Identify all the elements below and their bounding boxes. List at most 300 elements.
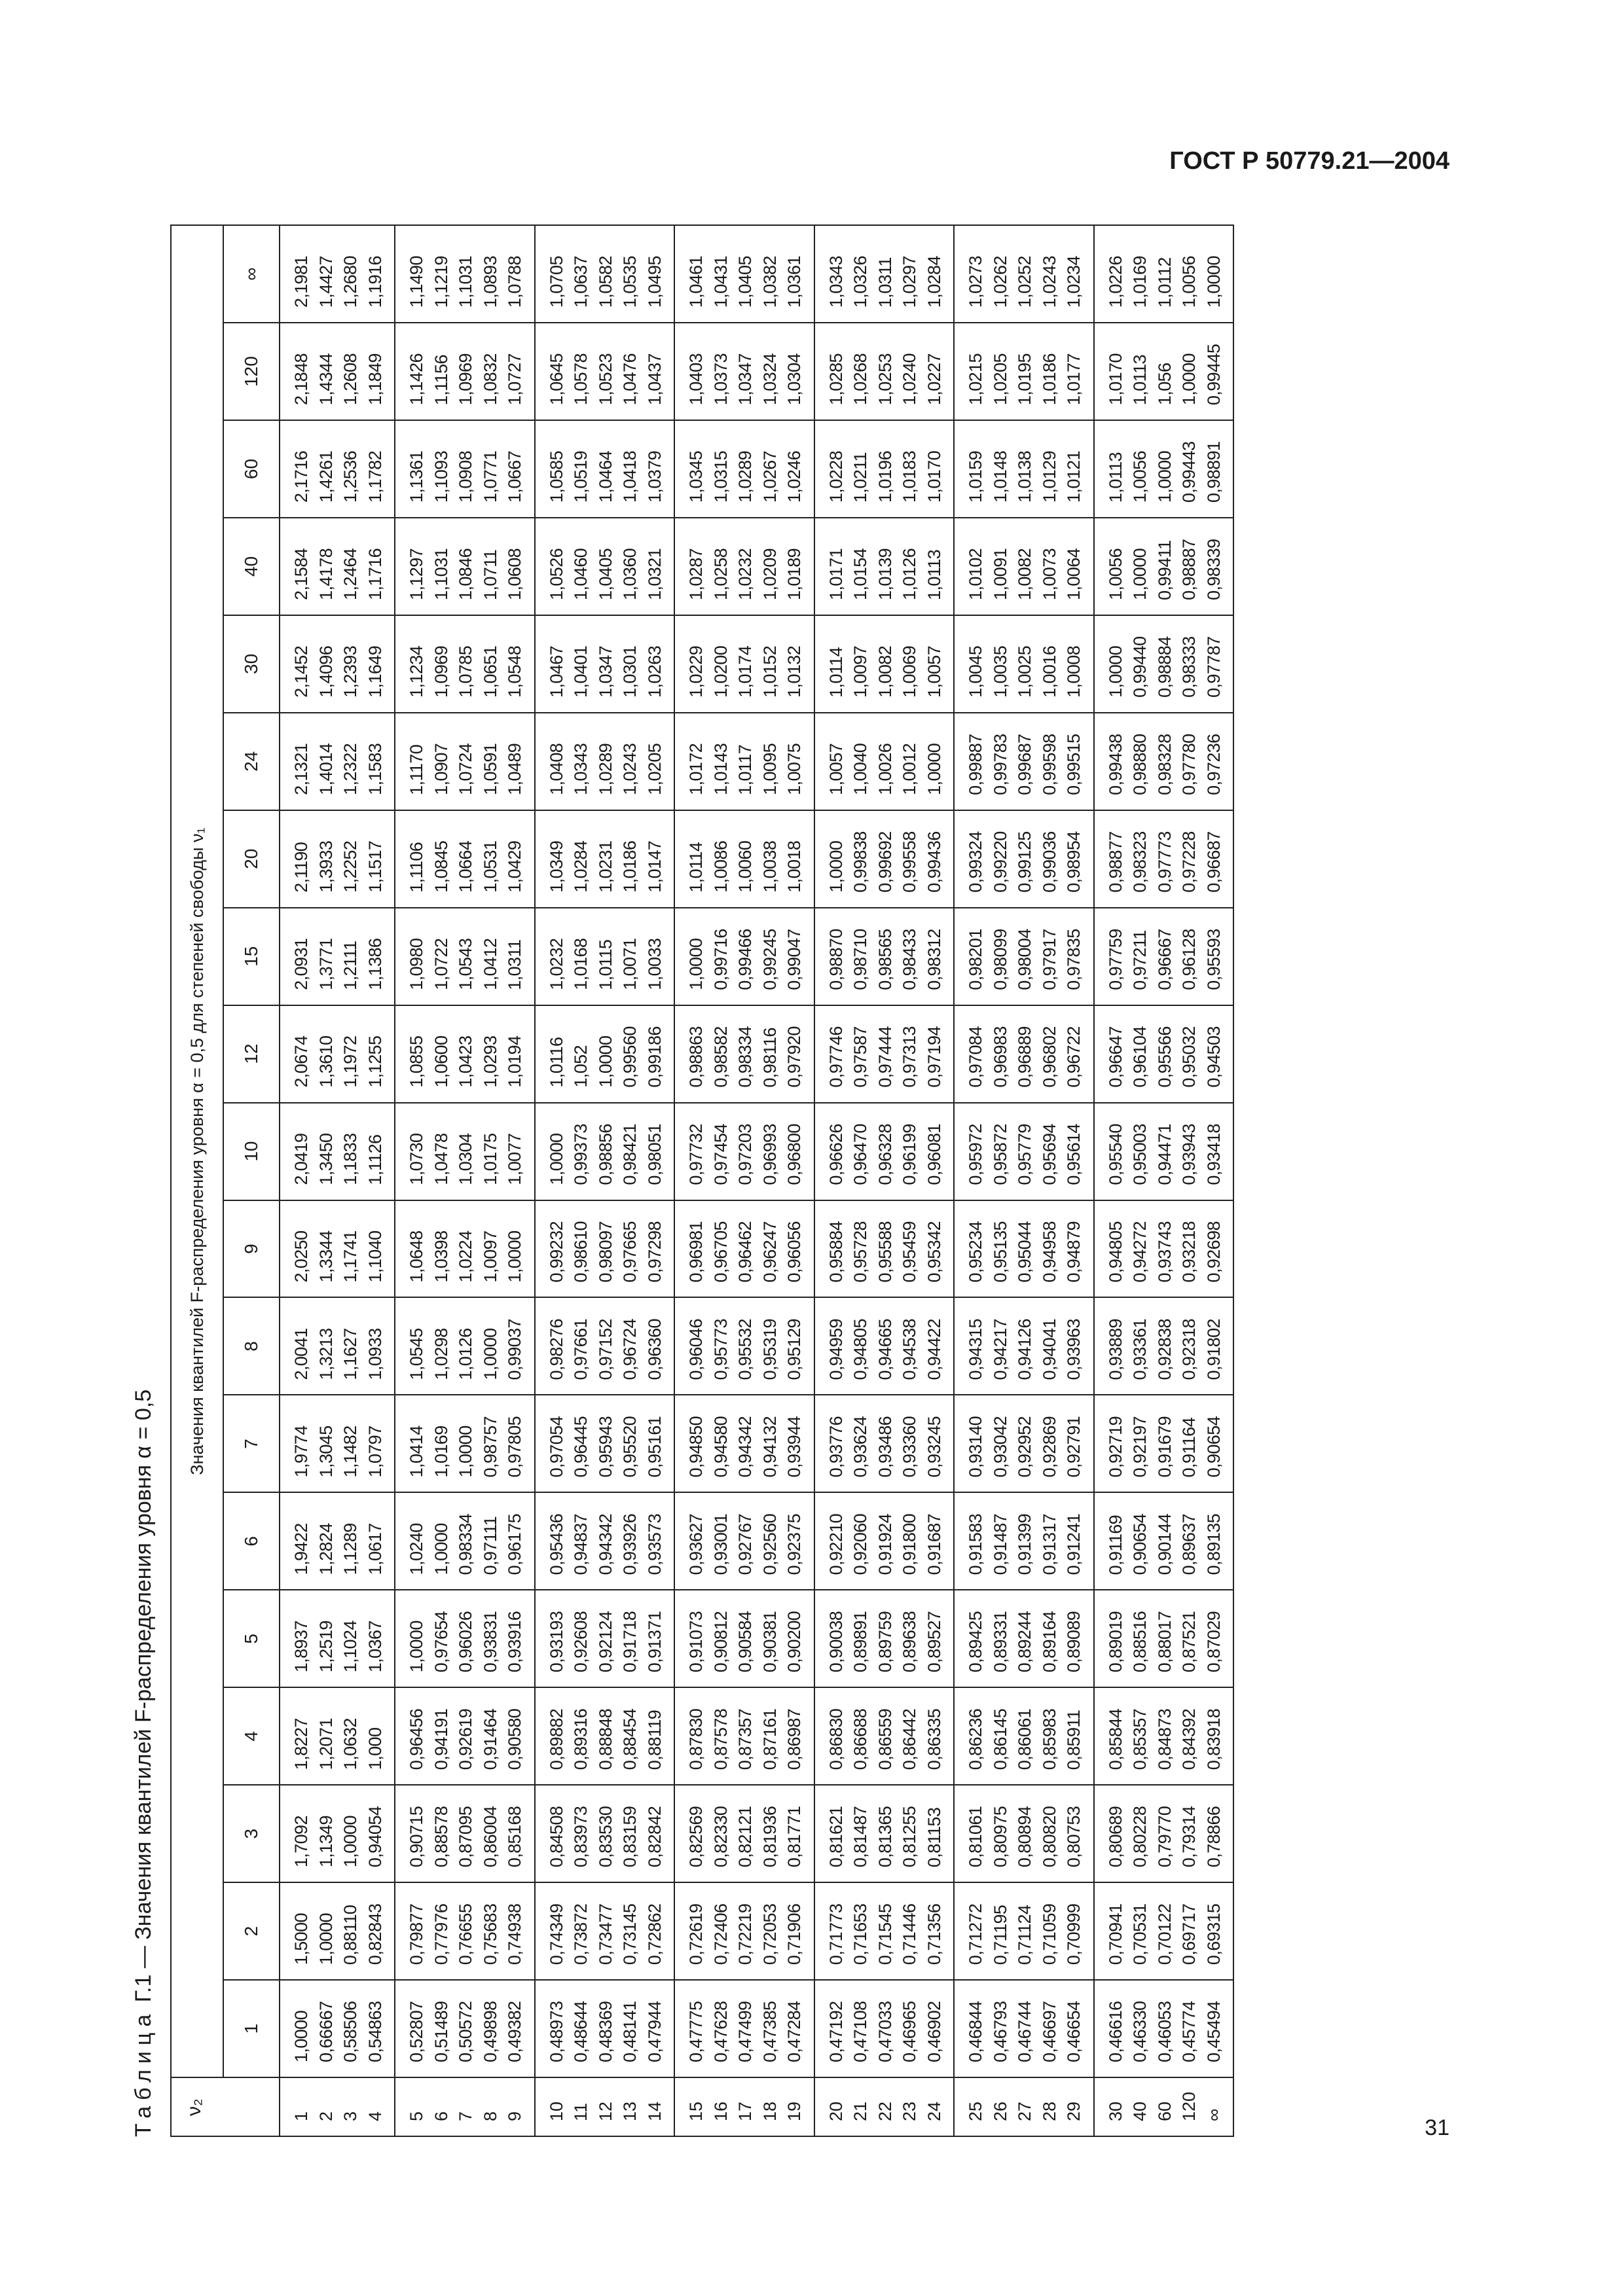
quantile-value: 0,94272	[1130, 1221, 1150, 1283]
quantile-cell	[535, 323, 675, 420]
quantile-cell	[1094, 1687, 1234, 1785]
quantile-value: 0,94879	[1064, 1221, 1084, 1283]
quantile-value: 1,1170	[407, 744, 426, 795]
quantile-value: 0,92060	[850, 1513, 870, 1575]
quantile-value: 0,92952	[1015, 1416, 1034, 1478]
quantile-value: 1,3213	[316, 1328, 336, 1380]
quantile-value: 1,0139	[875, 548, 895, 600]
quantile-value: 1,0000	[291, 2011, 311, 2062]
v2-value: 26	[990, 2101, 1010, 2121]
quantile-value: 0,97444	[875, 1026, 895, 1088]
quantile-value: 0,97773	[1154, 831, 1175, 893]
quantile-cell	[535, 810, 675, 908]
quantile-value: 1,0186	[620, 840, 640, 893]
quantile-value: 2,1716	[291, 451, 311, 503]
quantile-value: 1,0908	[456, 451, 475, 503]
quantile-value: 1,0664	[456, 840, 475, 893]
quantile-value: 0,85844	[1105, 1708, 1125, 1770]
quantile-value: 1,0000	[924, 743, 944, 795]
v2-cell	[280, 2077, 395, 2136]
quantile-value: 1,0200	[710, 645, 731, 698]
quantile-value: 0,98116	[759, 1028, 780, 1088]
quantile-value: 0,99037	[505, 1319, 524, 1380]
quantile-value: 0,46616	[1105, 2001, 1125, 2062]
quantile-value: 1,5000	[291, 1913, 311, 1965]
table-caption-prefix: Таблица	[131, 2008, 156, 2137]
quantile-value: 1,0423	[456, 1035, 475, 1088]
quantile-value: 0,82842	[644, 1806, 665, 1868]
quantile-value: 0,87161	[759, 1708, 780, 1770]
quantile-value: 2,0931	[291, 938, 311, 990]
quantile-value: 0,96724	[620, 1319, 640, 1380]
v2-value: 60	[1154, 2101, 1175, 2121]
quantile-cell	[280, 908, 395, 1005]
quantile-value: 1,0855	[407, 1035, 426, 1088]
quantile-value: 1,0284	[571, 840, 591, 893]
quantile-value: 1,0138	[1015, 451, 1034, 503]
quantile-value: 1,0460	[571, 548, 591, 600]
quantile-value: 1,1517	[365, 840, 385, 893]
quantile-value: 0,96056	[784, 1221, 804, 1283]
quantile-value: 2,1848	[291, 353, 311, 406]
quantile-value: 0,49898	[480, 2001, 500, 2062]
quantile-value: 0,79770	[1154, 1806, 1175, 1868]
quantile-value: 1,0056	[1130, 451, 1150, 503]
quantile-value: 1,0000	[316, 1913, 336, 1965]
quantile-value: 0,81771	[784, 1806, 804, 1868]
quantile-cell	[535, 518, 675, 615]
quantile-value: 0,92619	[456, 1708, 475, 1770]
quantile-value: 0,47499	[735, 2001, 755, 2062]
quantile-value: 1,0252	[1015, 256, 1034, 308]
quantile-value: 1,0289	[595, 743, 615, 795]
quantile-value: 1,0057	[924, 645, 944, 698]
v2-value: 9	[505, 2111, 524, 2121]
quantile-value: 1,000	[365, 1727, 385, 1770]
quantile-value: 1,0186	[1039, 353, 1059, 406]
quantile-value: 0,96081	[924, 1124, 944, 1185]
quantile-cell	[395, 810, 535, 908]
quantile-value: 1,0082	[875, 645, 895, 698]
quantile-value: 0,96981	[686, 1221, 706, 1283]
quantile-value: 1,0401	[571, 645, 591, 698]
quantile-cell	[674, 713, 814, 810]
quantile-value: 0,94958	[1039, 1221, 1059, 1283]
quantile-cell	[954, 1298, 1094, 1395]
quantile-value: 0,83918	[1203, 1708, 1224, 1770]
quantile-value: 1,0097	[480, 1230, 500, 1283]
table-row-block	[280, 225, 395, 2136]
quantile-value: 0,86004	[480, 1806, 500, 1868]
quantile-value: 0,97236	[1203, 734, 1224, 795]
quantile-value: 0,94959	[826, 1319, 846, 1380]
quantile-value: 1,0969	[431, 645, 451, 698]
quantile-value: 1,4344	[316, 353, 336, 406]
v2-value: 24	[924, 2101, 944, 2121]
quantile-value: 0,87830	[686, 1708, 706, 1770]
quantile-value: 0,91583	[966, 1513, 985, 1575]
v2-value: 40	[1130, 2101, 1150, 2121]
quantile-value: 0,93776	[826, 1416, 846, 1478]
page-number: 31	[1425, 2115, 1450, 2140]
quantile-value: 1,2071	[316, 1718, 336, 1770]
v2-cell	[535, 2077, 675, 2136]
quantile-value: 0,96328	[875, 1124, 895, 1185]
quantile-cell	[674, 908, 814, 1005]
quantile-cell	[535, 1005, 675, 1103]
quantile-value: 1,0431	[710, 256, 731, 308]
quantile-value: 1,1349	[316, 1816, 336, 1868]
quantile-value: 1,0154	[850, 548, 870, 600]
column-header-v1: 9	[223, 1200, 280, 1298]
quantile-value: 0,96993	[759, 1124, 780, 1185]
quantile-value: 0,98097	[595, 1221, 615, 1283]
quantile-value: 1,0195	[1015, 353, 1034, 406]
quantile-value: 1,0578	[571, 353, 591, 406]
quantile-value: 0,90654	[1203, 1416, 1224, 1478]
quantile-value: 0,94471	[1154, 1124, 1175, 1185]
quantile-value: 1,0591	[480, 743, 500, 795]
quantile-value: 0,97084	[966, 1026, 985, 1088]
quantile-value: 1,0523	[595, 353, 615, 406]
quantile-value: 1,0071	[620, 938, 640, 990]
quantile-value: 1,0194	[505, 1035, 524, 1088]
quantile-value: 0,97211	[1130, 930, 1150, 990]
quantile-value: 0,92767	[735, 1513, 755, 1575]
quantile-value: 0,89891	[850, 1611, 870, 1673]
quantile-value: 1,0008	[1064, 645, 1084, 698]
quantile-value: 0,93001	[710, 1513, 731, 1575]
quantile-value: 0,95694	[1039, 1124, 1059, 1185]
quantile-value: 0,90812	[710, 1611, 731, 1673]
quantile-value: 1,0727	[505, 353, 524, 406]
quantile-cell	[674, 1298, 814, 1395]
quantile-value: 0,98328	[1154, 734, 1175, 795]
quantile-value: 1,1386	[365, 938, 385, 990]
quantile-value: 1,0113	[1130, 355, 1150, 406]
quantile-cell	[535, 1980, 675, 2077]
v2-value: 1	[291, 2111, 311, 2121]
quantile-value: 1,0345	[686, 451, 706, 503]
quantile-value: 1,0311	[875, 257, 895, 308]
quantile-value: 1,0000	[407, 1621, 426, 1673]
quantile-value: 1,0262	[990, 256, 1010, 308]
quantile-value: 0,93360	[900, 1416, 919, 1478]
quantile-value: 0,96705	[710, 1221, 731, 1283]
quantile-value: 0,69315	[1203, 1903, 1224, 1965]
quantile-value: 0,96247	[759, 1221, 780, 1283]
column-header-v1: 6	[223, 1492, 280, 1590]
quantile-cell	[280, 1687, 395, 1785]
quantile-value: 1,1289	[340, 1523, 360, 1575]
quantile-cell	[1094, 1395, 1234, 1492]
quantile-value: 0,46902	[924, 2001, 944, 2062]
quantile-value: 1,0116	[546, 1037, 566, 1088]
quantile-value: 0,95728	[850, 1221, 870, 1283]
quantile-value: 1,1093	[431, 451, 451, 503]
quantile-cell	[674, 1687, 814, 1785]
v2-value: 12	[595, 2101, 615, 2121]
column-header-v1: 8	[223, 1298, 280, 1395]
quantile-value: 1,0086	[710, 840, 731, 893]
quantile-value: 1,0478	[431, 1133, 451, 1185]
quantile-value: 1,0268	[850, 353, 870, 406]
quantile-value: 1,0287	[686, 548, 706, 600]
quantile-cell	[535, 420, 675, 518]
quantile-value: 1,0412	[480, 938, 500, 990]
quantile-value: 0,91073	[686, 1611, 706, 1673]
quantile-cell	[954, 908, 1094, 1005]
quantile-value: 1,0126	[900, 548, 919, 600]
quantile-value: 0,89244	[1015, 1611, 1034, 1673]
quantile-value: 0,47192	[826, 2001, 846, 2062]
quantile-value: 0,99443	[1179, 441, 1199, 503]
quantile-value: 0,96456	[407, 1708, 426, 1770]
quantile-value: 1,0082	[1015, 548, 1034, 600]
quantile-value: 0,81365	[875, 1806, 895, 1868]
quantile-value: 0,81487	[850, 1806, 870, 1868]
v2-value: 3	[340, 2111, 360, 2121]
quantile-value: 0,95773	[710, 1319, 731, 1380]
quantile-value: 0,99125	[1015, 831, 1034, 893]
quantile-value: 0,47385	[759, 2001, 780, 2062]
table-body	[280, 225, 1233, 2136]
quantile-value: 1,0326	[850, 256, 870, 308]
quantile-value: 1,0231	[595, 840, 615, 893]
quantile-value: 0,95161	[644, 1416, 665, 1478]
quantile-value: 1,0489	[505, 743, 524, 795]
quantile-value: 1,0467	[546, 645, 566, 698]
table-row-block	[395, 225, 535, 2136]
quantile-cell	[395, 1785, 535, 1882]
rotated-table-area	[105, 226, 1401, 2137]
quantile-cell	[1094, 615, 1234, 713]
quantile-value: 1,0000	[431, 1523, 451, 1575]
quantile-value: 1,3610	[316, 1035, 336, 1088]
quantile-value: 0,88454	[620, 1708, 640, 1770]
quantile-value: 0,47775	[686, 2001, 706, 2062]
quantile-value: 2,1981	[291, 256, 311, 308]
v2-value: 17	[735, 2101, 755, 2121]
quantile-cell	[674, 1492, 814, 1590]
quantile-value: 0,98312	[924, 929, 944, 990]
quantile-value: 0,73477	[595, 1903, 615, 1965]
table-row-block	[1094, 225, 1234, 2136]
quantile-value: 1,0535	[620, 256, 640, 308]
quantile-value: 1,0040	[850, 743, 870, 795]
quantile-value: 0,92560	[759, 1513, 780, 1575]
quantile-value: 0,71272	[966, 1903, 985, 1965]
quantile-cell	[395, 1103, 535, 1200]
quantile-value: 2,0041	[291, 1328, 311, 1380]
quantile-value: 0,70122	[1154, 1903, 1175, 1965]
quantile-value: 1,0132	[784, 645, 804, 698]
quantile-cell	[674, 1200, 814, 1298]
quantile-value: 1,0189	[784, 548, 804, 600]
quantile-value: 0,76655	[456, 1903, 475, 1965]
column-header-v1: 1	[223, 1980, 280, 2077]
quantile-cell	[1094, 1492, 1234, 1590]
quantile-value: 1,0000	[1130, 548, 1150, 600]
quantile-cell	[814, 1103, 955, 1200]
quantile-value: 0,96983	[990, 1026, 1010, 1088]
quantile-value: 0,82330	[710, 1806, 731, 1868]
quantile-value: 1,4427	[316, 256, 336, 308]
quantile-value: 1,0117	[735, 744, 755, 795]
quantile-value: 2,1321	[291, 743, 311, 795]
quantile-value: 0,71446	[900, 1903, 919, 1965]
quantile-cell	[814, 1395, 955, 1492]
quantile-value: 1,0045	[966, 645, 985, 698]
quantile-cell	[814, 713, 955, 810]
quantile-cell	[280, 810, 395, 908]
quantile-value: 0,85168	[505, 1806, 524, 1868]
quantile-value: 0,87095	[456, 1806, 475, 1868]
quantile-value: 0,46744	[1015, 2001, 1034, 2062]
quantile-cell	[954, 1590, 1094, 1687]
quantile-cell	[280, 1785, 395, 1882]
quantile-value: 1,0267	[759, 451, 780, 503]
quantile-value: 0,93943	[1179, 1124, 1199, 1185]
quantile-value: 0,47108	[850, 2001, 870, 2062]
quantile-value: 1,0360	[620, 548, 640, 600]
quantile-cell	[814, 908, 955, 1005]
quantile-value: 0,96889	[1015, 1026, 1034, 1088]
quantile-value: 1,0168	[571, 938, 591, 990]
quantile-value: 0,98877	[1105, 831, 1125, 893]
quantile-cell	[1094, 1882, 1234, 1980]
quantile-value: 1,1482	[340, 1426, 360, 1478]
quantile-cell	[280, 713, 395, 810]
quantile-value: 1,0113	[1105, 452, 1125, 503]
quantile-value: 0,97454	[710, 1124, 731, 1185]
quantile-value: 0,99373	[571, 1124, 591, 1185]
quantile-value: 0,46053	[1154, 2001, 1175, 2062]
quantile-value: 0,96360	[644, 1319, 665, 1380]
quantile-value: 0,99783	[990, 734, 1010, 795]
quantile-value: 1,0060	[735, 840, 755, 893]
quantile-value: 1,0379	[644, 451, 665, 503]
quantile-cell	[674, 225, 814, 323]
quantile-value: 1,0000	[505, 1230, 524, 1283]
quantile-value: 0,71545	[875, 1903, 895, 1965]
quantile-cell	[280, 1590, 395, 1687]
quantile-cell	[1094, 1785, 1234, 1882]
quantile-value: 0,82569	[686, 1806, 706, 1868]
quantile-cell	[1094, 420, 1234, 518]
quantile-value: 0,82121	[735, 1806, 755, 1868]
quantile-value: 0,98870	[826, 929, 846, 990]
quantile-value: 0,98333	[1179, 636, 1199, 698]
quantile-value: 0,80894	[1015, 1806, 1034, 1868]
quantile-cell	[814, 1298, 955, 1395]
quantile-value: 1,0112	[1154, 257, 1175, 308]
quantile-value: 1,0845	[431, 840, 451, 893]
quantile-cell	[954, 810, 1094, 908]
quantile-value: 0,72862	[644, 1903, 665, 1965]
quantile-cell	[954, 1980, 1094, 2077]
quantile-cell	[814, 1687, 955, 1785]
quantile-value: 1,1031	[431, 548, 451, 600]
quantile-cell	[395, 1980, 535, 2077]
quantile-value: 1,0403	[686, 353, 706, 406]
v2-value: 5	[407, 2111, 426, 2121]
quantile-cell	[280, 1005, 395, 1103]
quantile-value: 1,056	[1154, 363, 1175, 406]
quantile-value: 1,1297	[407, 548, 426, 600]
quantile-value: 1,0075	[784, 743, 804, 795]
quantile-cell	[395, 420, 535, 518]
quantile-value: 0,48369	[595, 2001, 615, 2062]
quantile-value: 0,95459	[900, 1221, 919, 1283]
quantile-value: 1,0980	[407, 938, 426, 990]
quantile-value: 0,98334	[735, 1026, 755, 1088]
quantile-value: 0,95566	[1154, 1026, 1175, 1088]
quantile-value: 1,0846	[456, 548, 475, 600]
quantile-cell	[395, 1492, 535, 1590]
quantile-value: 0,95234	[966, 1221, 985, 1283]
quantile-value: 1,1126	[365, 1134, 385, 1185]
quantile-value: 0,88119	[644, 1710, 665, 1770]
quantile-value: 0,99324	[966, 831, 985, 893]
quantile-cell	[1094, 1298, 1234, 1395]
quantile-value: 1,0293	[480, 1035, 500, 1088]
quantile-value: 0,99245	[759, 929, 780, 990]
quantile-value: 1,0170	[1105, 353, 1125, 406]
quantile-cell	[674, 810, 814, 908]
quantile-value: 0,86688	[850, 1708, 870, 1770]
quantile-cell	[814, 1980, 955, 2077]
quantile-value: 0,54863	[365, 2001, 385, 2062]
quantile-value: 0,79877	[407, 1903, 426, 1965]
quantile-value: 0,93042	[990, 1416, 1010, 1478]
quantile-value: 0,98884	[1154, 636, 1175, 698]
quantile-value: 1,0000	[686, 938, 706, 990]
quantile-value: 0,89019	[1105, 1611, 1125, 1673]
quantile-value: 0,98610	[571, 1221, 591, 1283]
quantile-value: 0,89882	[546, 1708, 566, 1770]
quantile-value: 1,2824	[316, 1523, 336, 1575]
quantile-cell	[395, 1882, 535, 1980]
quantile-value: 1,0711	[480, 549, 500, 600]
quantile-value: 0,98880	[1130, 734, 1150, 795]
v2-value: 21	[850, 2101, 870, 2121]
quantile-value: 1,0152	[759, 645, 780, 698]
quantile-value: 0,84873	[1154, 1708, 1175, 1770]
quantile-value: 0,98757	[480, 1416, 500, 1478]
quantile-value: 0,94665	[875, 1319, 895, 1380]
quantile-value: 0,99598	[1039, 734, 1059, 795]
quantile-value: 0,97313	[900, 1026, 919, 1088]
quantile-value: 0,52807	[407, 2001, 426, 2062]
quantile-value: 1,2536	[340, 451, 360, 503]
quantile-cell	[814, 323, 955, 420]
quantile-value: 0,98565	[875, 929, 895, 990]
quantile-value: 0,96722	[1064, 1026, 1084, 1088]
quantile-value: 0,98323	[1130, 831, 1150, 893]
quantile-value: 1,8937	[291, 1621, 311, 1673]
quantile-value: 0,97203	[735, 1124, 755, 1185]
quantile-value: 1,3344	[316, 1230, 336, 1283]
v2-value: 28	[1039, 2101, 1059, 2121]
quantile-value: 0,94850	[686, 1416, 706, 1478]
quantile-value: 1,0148	[990, 451, 1010, 503]
quantile-value: 0,83159	[620, 1806, 640, 1868]
quantile-value: 0,91164	[1179, 1417, 1199, 1478]
quantile-value: 0,90580	[505, 1708, 524, 1770]
quantile-value: 1,0464	[595, 451, 615, 503]
quantile-cell	[1094, 518, 1234, 615]
